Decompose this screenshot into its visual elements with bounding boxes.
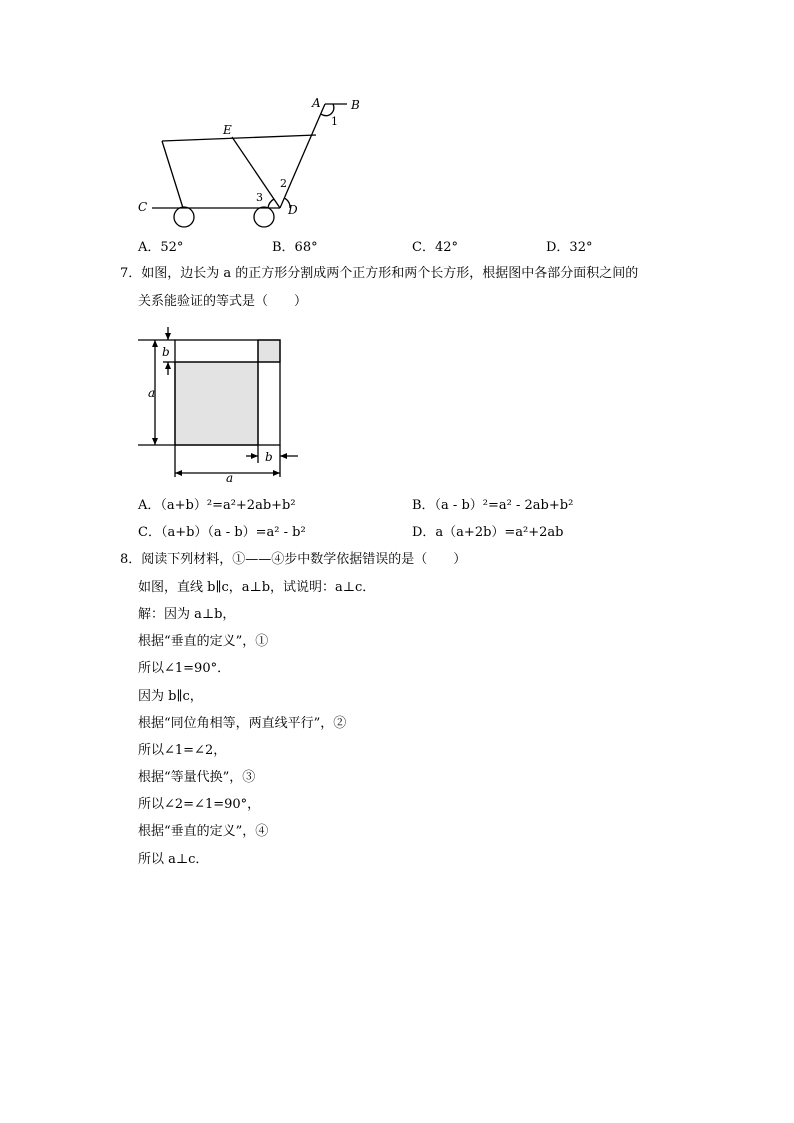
left-wheel [174, 207, 194, 227]
q8-line-8: 所以∠2=∠1=90°， [138, 797, 261, 812]
q7-option-a[interactable]: A．（a+b）²=a²+2ab+b² [138, 498, 296, 513]
label-b-bottom: b [265, 450, 273, 464]
small-shaded-square [258, 340, 280, 362]
label-a-left: a [148, 386, 156, 400]
label-2: 2 [280, 177, 287, 190]
q8-line-9: 根据“垂直的定义”，④ [138, 824, 269, 839]
q8-stem: 8．阅读下列材料，①——④步中数学依据错误的是（ ） [120, 552, 467, 567]
large-shaded-square [175, 362, 258, 445]
q8-line-3: 所以∠1=90°． [138, 661, 231, 676]
label-a-bottom: a [226, 471, 234, 485]
label-1: 1 [331, 115, 338, 128]
q8-line-4: 因为 b∥c， [138, 689, 203, 704]
label-C: C [138, 200, 148, 214]
angle-arc-3 [268, 199, 274, 208]
label-E: E [223, 123, 232, 137]
q8-line-2: 根据“垂直的定义”，① [138, 634, 269, 649]
label-D: D [288, 203, 298, 217]
q6-option-c[interactable]: C．42° [412, 240, 458, 255]
q8-line-5: 根据“同位角相等，两直线平行”，② [138, 716, 347, 731]
question-7-figure [138, 325, 308, 490]
q7-stem-line1: 7．如图，边长为 a 的正方形分割成两个正方形和两个长方形，根据图中各部分面积之间的 [120, 266, 639, 281]
label-A: A [312, 96, 321, 110]
q6-option-b[interactable]: B．68° [272, 240, 318, 255]
label-b-top: b [162, 345, 170, 359]
q7-option-c[interactable]: C．（a+b）（a - b）=a² - b² [138, 525, 306, 540]
q8-line-10: 所以 a⊥c． [138, 852, 209, 867]
label-B: B [351, 98, 360, 112]
q8-line-7: 根据“等量代换”，③ [138, 770, 256, 785]
q6-option-d[interactable]: D．32° [546, 240, 593, 255]
q6-option-a[interactable]: A．52° [138, 240, 184, 255]
q7-stem-line2: 关系能验证的等式是（ ） [138, 294, 308, 309]
q8-line-6: 所以∠1=∠2， [138, 743, 227, 758]
body-left-line [162, 141, 183, 208]
body-top-line [162, 135, 316, 141]
q8-line-0: 如图，直线 b∥c，a⊥b，试说明：a⊥c． [138, 580, 376, 595]
line-AD [280, 104, 325, 208]
q8-line-1: 解：因为 a⊥b， [138, 607, 236, 622]
question-6-figure [130, 92, 370, 232]
label-3: 3 [256, 191, 263, 204]
q7-option-d[interactable]: D．a（a+2b）=a²+2ab [412, 525, 564, 540]
right-wheel [254, 207, 274, 227]
q7-option-b[interactable]: B．（a - b）²=a² - 2ab+b² [412, 498, 574, 513]
